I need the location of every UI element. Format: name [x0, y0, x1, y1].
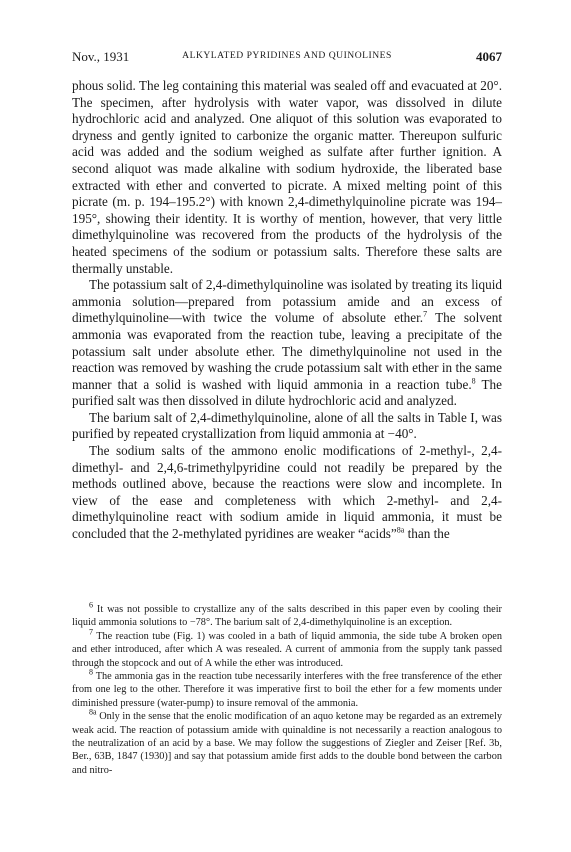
paragraph-2-text-c: The purified salt was then dissolved in dilute hydrochloric acid and analyzed. — [72, 376, 502, 409]
footnote-8 — [72, 667, 502, 710]
paragraph-4-text-a: The sodium salts of the ammono enolic modifications of 2-methyl-, 2,4-dimethyl- and 2,4,6-trimethylpyridine could not readily be prepared by the methods outlined above, because the reactions were slow and incomplete. In view of the ease and completeness with which 2-methyl- and 2,4-dimethylquinoline react with sodium amide in liquid ammonia, it must be concluded that the 2-methylated pyridines are weaker “acids” — [72, 443, 502, 542]
footnote-6-mark: 6 — [89, 600, 93, 610]
paragraph-2 — [72, 277, 502, 410]
footnote-8a-mark: 8a — [89, 707, 97, 717]
footnote-8a — [72, 707, 502, 777]
footnote-ref-7: 7 — [423, 309, 428, 319]
header-date: Nov., 1931 — [72, 49, 130, 64]
paragraph-4 — [72, 443, 502, 543]
paragraph-3 — [72, 410, 502, 443]
footnote-7-mark: 7 — [89, 627, 93, 637]
header-page-number: 4067 — [476, 49, 502, 64]
paragraph-2-text-b: The solvent ammonia was evaporated from the reaction tube, leaving a precipitate of the potassium salt under absolute ether. The dimethylquinoline not used in the reaction was removed by washing the crude potassium salt with ether in the same manner that a solid is washed with liquid ammonia in a reaction tube. — [72, 310, 502, 392]
paragraph-4-text-b: than the — [404, 526, 450, 542]
footnote-7 — [72, 627, 502, 670]
main-body-text — [72, 78, 502, 543]
footnote-6 — [72, 600, 502, 630]
footnote-8a-text: Only in the sense that the enolic modification of an aquo ketone may be regarded as an extremely weak acid. The reaction of potassium amide with quinaldine is not necessarily a reaction analogous to the neutralization of an acid by a base. We may follow the suggestions of Ziegler and Zeiser [Ref. 3b, Ber., 63B, 1847 (1930)] and say that potassium amide first adds to the double bond between the carbon and nitro- — [72, 711, 502, 776]
paragraph-2-text-a: The potassium salt of 2,4-dimethylquinoline was isolated by treating its liquid ammonia solution—prepared from potassium amide and an excess of dimethylquinoline—with twice the volume of absolute ether. — [72, 277, 502, 326]
footnote-6-text: It was not possible to crystallize any of the salts described in this paper even by cooling their liquid ammonia solutions to −78°. The barium salt of 2,4-dimethylquinoline is an exception. — [72, 604, 502, 629]
footnote-7-text: The reaction tube (Fig. 1) was cooled in a bath of liquid ammonia, the side tube A broken open and ether introduced, after which A was resealed. A current of ammonia from the supply tank passed through the stopcock and out of A while the ether was introduced. — [72, 630, 502, 669]
footnote-8-text: The ammonia gas in the reaction tube necessarily interferes with the free transference of the ether from one leg to the other. Therefore it was imperative first to boil the ether for a few moments under diminished pressure (water-pump) to insure removal of the ammonia. — [72, 671, 502, 709]
footnote-ref-8a: 8a — [396, 525, 405, 535]
paragraph-1 — [72, 78, 502, 277]
footnote-8-mark: 8 — [89, 667, 93, 677]
paragraph-3-text: The barium salt of 2,4-dimethylquinoline, alone of all the salts in Table I, was purified by repeated crystallization from liquid ammonia at −40°. — [72, 409, 502, 442]
footnotes-section — [72, 600, 502, 777]
header-running-title: ALKYLATED PYRIDINES AND QUINOLINES — [182, 50, 392, 61]
paragraph-1-text: phous solid. The leg containing this material was sealed off and evacuated at 20°. The specimen, after hydrolysis with water vapor, was dissolved in dilute hydrochloric acid and analyzed. One aliquot of this solution was evaporated to dryness and gently ignited to carbonize the organic matter. Thereupon sulfuric acid was added and the sodium weighed as sulfate after further ignition. A second aliquot was made alkaline with sodium hydroxide, the liberated base extracted with ether and converted to picrate. A mixed melting point of this picrate (m. p. 194–195.2°) with known 2,4-dimethylquinoline picrate was 194–195°, showing their identity. It is worthy of mention, however, that very little dimethylquinoline was recovered from the products of the hydrolysis of the heated specimens of the sodium or potassium salts. Therefore these salts are thermally unstable. — [72, 78, 502, 276]
footnote-ref-8: 8 — [471, 376, 476, 386]
running-header — [72, 49, 502, 65]
